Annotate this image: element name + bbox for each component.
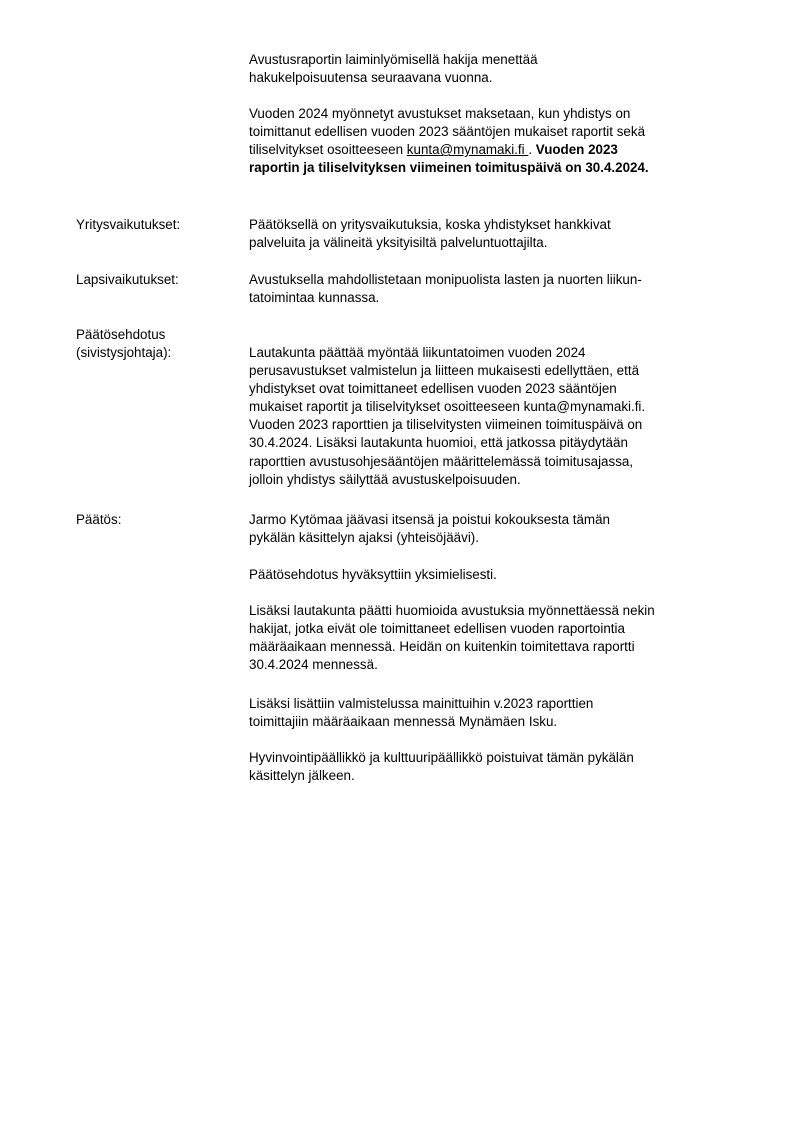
text-line: [249, 141, 759, 159]
text-line: Lisäksi lautakunta päätti huomioida avustuksia myönnettäessä nekin: [249, 603, 655, 618]
section-label-paatos: Päätös:: [76, 512, 122, 527]
text-fragment: tiliselvitykset osoitteeseen: [249, 142, 407, 158]
text-line: hakukelpoisuutensa seuraavana vuonna.: [249, 70, 493, 86]
text-line: Vuoden 2024 myönnetyt avustukset maksetaan, kun yhdistys on: [249, 106, 631, 121]
section-body-paatosehdotus: [249, 344, 759, 489]
decision-paragraph-3: [249, 602, 759, 674]
text-line: Vuoden 2023 raporttien ja tiliselvitysten viimeinen toimituspäivä on: [249, 417, 643, 433]
text-line: Lautakunta päättää myöntää liikuntatoimen vuoden 2024: [249, 345, 586, 360]
decision-paragraph-4: [249, 695, 759, 731]
decision-paragraph-2: [249, 566, 759, 584]
text-line: palveluita ja välineitä yksityisiltä palveluntuottajilta.: [249, 235, 548, 251]
section-body-lapsivaikutukset: [249, 271, 759, 307]
text-line: jolloin yhdistys säilyttää avustuskelpoisuuden.: [249, 471, 521, 487]
text-line: Päätöksellä on yritysvaikutuksia, koska yhdistykset hankkivat: [249, 217, 611, 232]
email-link[interactable]: kunta@mynamaki.fi: [406, 142, 529, 158]
text-line: Lisäksi lisättiin valmistelussa mainittuihin v.2023 raporttien: [249, 696, 594, 711]
text-line: tatoimintaa kunnassa.: [249, 290, 380, 306]
text-line: toimittajiin määräaikaan mennessä Mynämäen Isku.: [249, 714, 558, 730]
text-line: Päätösehdotus hyväksyttiin yksimielisesti.: [249, 567, 497, 582]
text-line: raporttien avustusohjesääntöjen määrittelemässä toimitusajassa,: [249, 453, 634, 469]
text-line: hakijat, jotka eivät ole toimittaneet edellisen vuoden raportointia: [249, 621, 625, 637]
text-line: yhdistykset ovat toimittaneet edellisen vuoden 2023 sääntöjen: [249, 381, 617, 397]
text-line: pykälän käsittelyn ajaksi (yhteisöjäävi).: [249, 530, 479, 546]
text-line: 30.4.2024 mennessä.: [249, 657, 378, 673]
text-line: toimittanut edellisen vuoden 2023 sääntöjen mukaiset raportit sekä: [249, 124, 646, 140]
intro-paragraph-2: [249, 105, 759, 177]
text-line: 30.4.2024. Lisäksi lautakunta huomioi, että jatkossa pitäydytään: [249, 435, 628, 451]
deadline-emphasis: raportin ja tiliselvityksen viimeinen toimituspäivä on 30.4.2024.: [249, 160, 649, 176]
label-line: (sivistysjohtaja):: [76, 345, 172, 361]
text-line: käsittelyn jälkeen.: [249, 768, 355, 784]
text-line: Jarmo Kytömaa jäävasi itsensä ja poistui kokouksesta tämän: [249, 512, 610, 527]
label-line: Päätösehdotus: [76, 327, 166, 342]
text-line: Hyvinvointipäällikkö ja kulttuuripäällikkö poistuivat tämän pykälän: [249, 750, 634, 765]
text-line: perusavustukset valmistelun ja liitteen mukaisesti edellyttäen, että: [249, 363, 640, 379]
section-label-paatosehdotus: [76, 326, 171, 362]
section-label-yritysvaikutukset: Yritysvaikutukset:: [76, 217, 181, 232]
section-body-yritysvaikutukset: [249, 216, 759, 252]
text-line: mukaiset raportit ja tiliselvitykset osoitteeseen kunta@mynamaki.fi.: [249, 399, 646, 415]
decision-paragraph-5: [249, 749, 759, 785]
text-line: määräaikaan mennessä. Heidän on kuitenkin toimitettava raportti: [249, 639, 635, 655]
intro-paragraph-1: [249, 51, 759, 87]
text-line: Avustusraportin laiminlyömisellä hakija menettää: [249, 52, 538, 67]
decision-paragraph-1: [249, 511, 759, 547]
section-label-lapsivaikutukset: Lapsivaikutukset:: [76, 272, 179, 287]
text-fragment: .: [528, 142, 536, 158]
text-line: Avustuksella mahdollistetaan monipuolista lasten ja nuorten liikun-: [249, 272, 642, 287]
deadline-emphasis: Vuoden 2023: [535, 142, 618, 158]
